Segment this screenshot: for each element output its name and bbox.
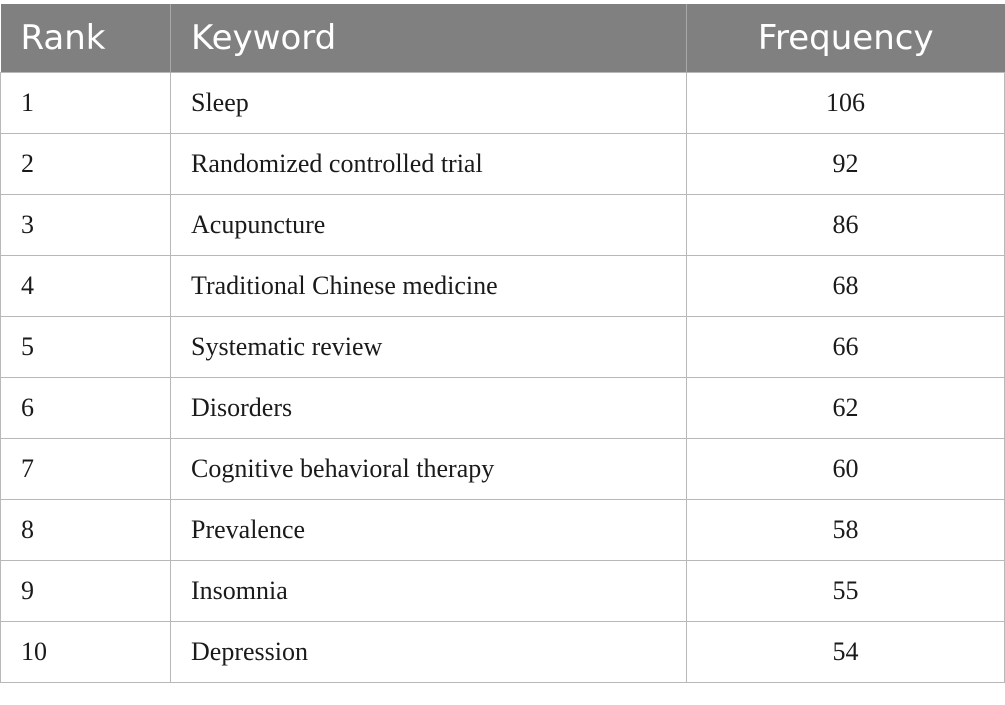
cell-keyword: Prevalence — [171, 500, 687, 561]
header-rank: Rank — [1, 4, 171, 73]
cell-keyword: Disorders — [171, 378, 687, 439]
cell-rank: 10 — [1, 622, 171, 683]
cell-keyword: Sleep — [171, 73, 687, 134]
cell-frequency: 92 — [687, 134, 1005, 195]
cell-keyword: Cognitive behavioral therapy — [171, 439, 687, 500]
table-row — [1, 317, 1005, 378]
cell-frequency: 60 — [687, 439, 1005, 500]
cell-keyword: Traditional Chinese medicine — [171, 256, 687, 317]
table-row — [1, 622, 1005, 683]
table-row — [1, 134, 1005, 195]
header-frequency: Frequency — [687, 4, 1005, 73]
cell-keyword: Depression — [171, 622, 687, 683]
table-row — [1, 73, 1005, 134]
cell-rank: 2 — [1, 134, 171, 195]
cell-rank: 5 — [1, 317, 171, 378]
cell-frequency: 55 — [687, 561, 1005, 622]
cell-frequency: 54 — [687, 622, 1005, 683]
table-header — [1, 4, 1005, 73]
table-row — [1, 439, 1005, 500]
cell-rank: 9 — [1, 561, 171, 622]
cell-keyword: Randomized controlled trial — [171, 134, 687, 195]
table-row — [1, 256, 1005, 317]
cell-rank: 7 — [1, 439, 171, 500]
keyword-frequency-table — [0, 4, 1005, 683]
header-row — [1, 4, 1005, 73]
cell-keyword: Systematic review — [171, 317, 687, 378]
cell-frequency: 86 — [687, 195, 1005, 256]
cell-rank: 1 — [1, 73, 171, 134]
table-row — [1, 195, 1005, 256]
cell-rank: 3 — [1, 195, 171, 256]
cell-keyword: Acupuncture — [171, 195, 687, 256]
cell-rank: 6 — [1, 378, 171, 439]
table-row — [1, 378, 1005, 439]
cell-frequency: 68 — [687, 256, 1005, 317]
table-body — [1, 73, 1005, 683]
table-row — [1, 561, 1005, 622]
cell-rank: 4 — [1, 256, 171, 317]
cell-rank: 8 — [1, 500, 171, 561]
cell-keyword: Insomnia — [171, 561, 687, 622]
table-row — [1, 500, 1005, 561]
header-keyword: Keyword — [171, 4, 687, 73]
cell-frequency: 66 — [687, 317, 1005, 378]
cell-frequency: 106 — [687, 73, 1005, 134]
cell-frequency: 62 — [687, 378, 1005, 439]
cell-frequency: 58 — [687, 500, 1005, 561]
